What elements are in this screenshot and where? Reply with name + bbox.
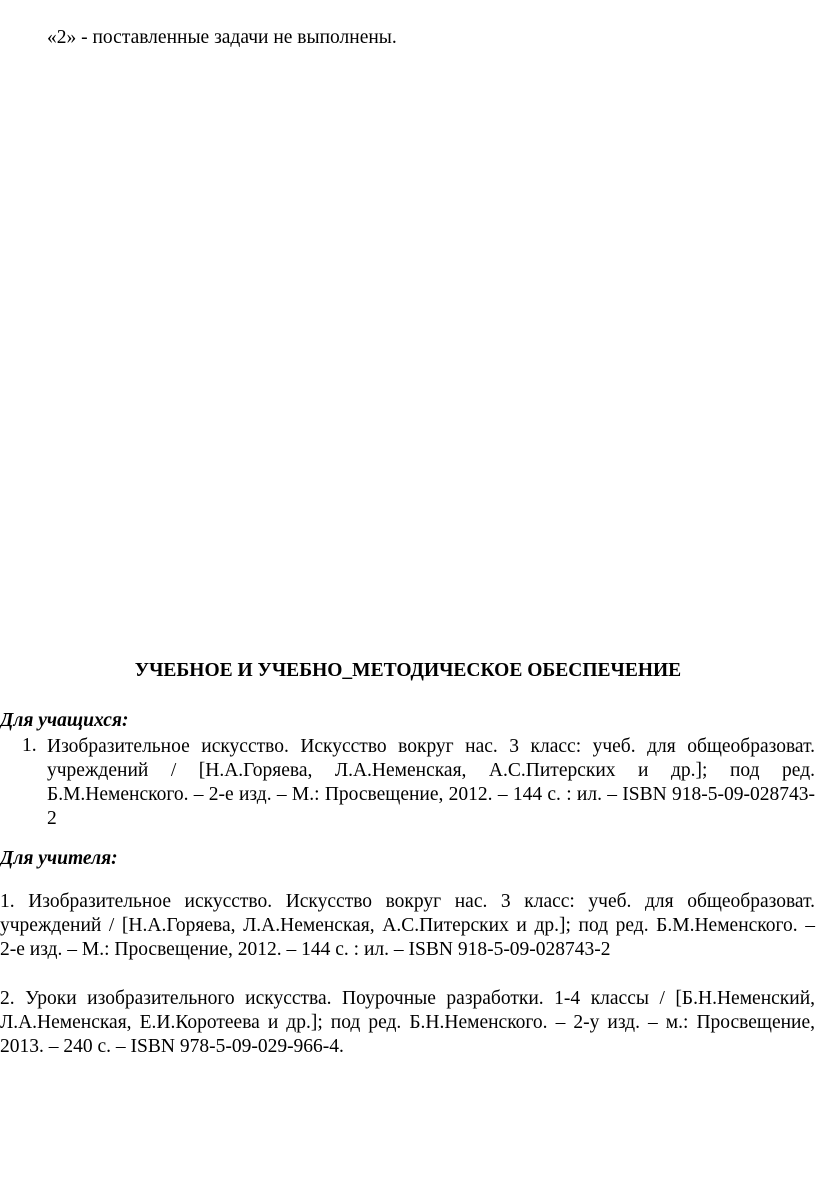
list-item-line: Б.М.Неменского. – 2-е изд. – М.: Просвещение, 2012. – 144 с. : ил. – ISBN 918-5-09-028743- bbox=[47, 784, 815, 805]
list-item-line: 2-е изд. – М.: Просвещение, 2012. – 144 с. : ил. – ISBN 918-5-09-028743-2 bbox=[0, 939, 611, 960]
students-label: Для учащихся: bbox=[0, 710, 129, 731]
list-item-line: учреждений / [Н.А.Горяева, Л.А.Неменская, А.С.Питерских и др.]; под ред. bbox=[47, 760, 815, 781]
list-item-line: Л.А.Неменская, Е.И.Коротеева и др.]; под ред. Б.Н.Неменского. – 2-у изд. – м.: Просвещение, bbox=[0, 1012, 815, 1033]
list-item-line: 2013. – 240 с. – ISBN 978-5-09-029-966-4. bbox=[0, 1036, 344, 1057]
list-item-line: Изобразительное искусство. Искусство вокруг нас. 3 класс: учеб. для общеобразоват. bbox=[47, 736, 815, 757]
list-item-line: 1. Изобразительное искусство. Искусство вокруг нас. 3 класс: учеб. для общеобразоват. bbox=[0, 891, 815, 912]
list-item-line: 2. Уроки изобразительного искусства. Поурочные разработки. 1-4 классы / [Б.Н.Неменский, bbox=[0, 988, 815, 1009]
teachers-label: Для учителя: bbox=[0, 848, 118, 869]
list-item-line: учреждений / [Н.А.Горяева, Л.А.Неменская, А.С.Питерских и др.]; под ред. Б.М.Неменского. – bbox=[0, 915, 815, 936]
list-item-line: 2 bbox=[47, 808, 57, 829]
top-note: «2» - поставленные задачи не выполнены. bbox=[47, 27, 397, 48]
list-item-number: 1. bbox=[22, 735, 37, 756]
section-title: УЧЕБНОЕ И УЧЕБНО_МЕТОДИЧЕСКОЕ ОБЕСПЕЧЕНИЕ bbox=[134, 660, 682, 681]
